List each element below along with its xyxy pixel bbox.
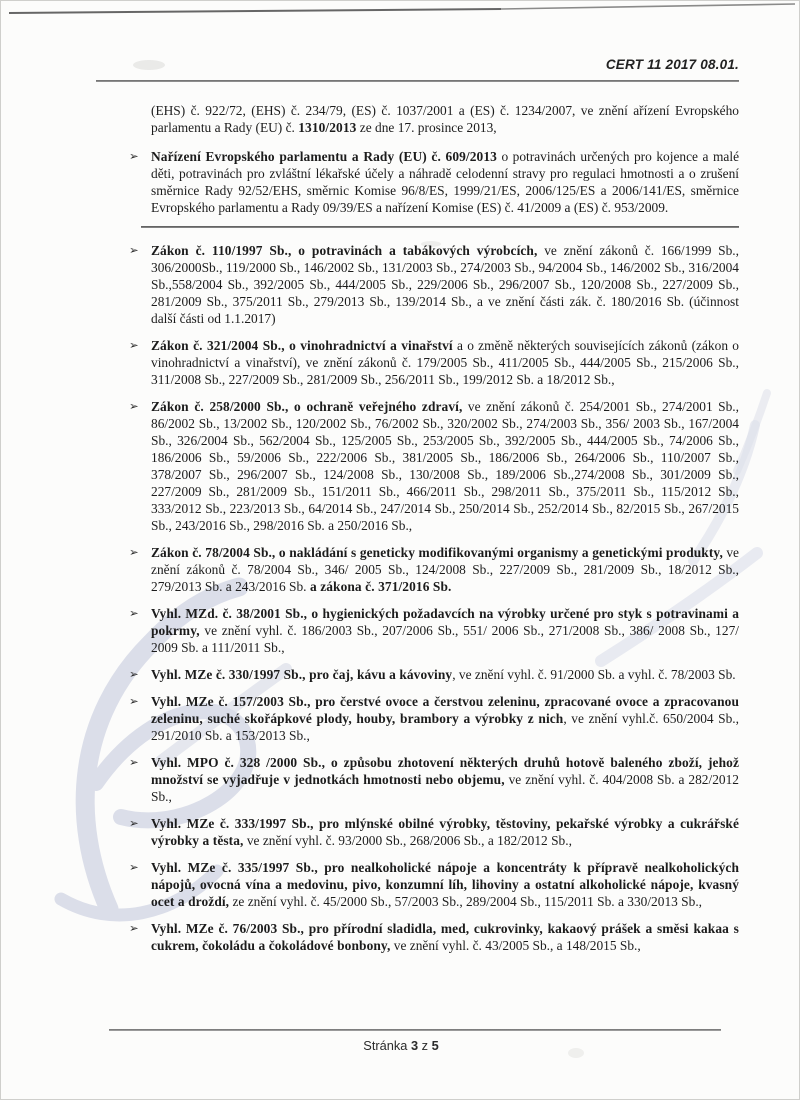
bullet-arrow-icon: ➢ (129, 667, 139, 681)
item-text-segment: (EHS) č. 922/72, (EHS) č. 234/79, (ES) č. 1037/2001 a (ES) č. 1234/2007, ve znění ařízení Evropského parlamentu a Rady (EU) č. (151, 103, 739, 135)
bullet-arrow-icon: ➢ (129, 921, 139, 935)
bullet-arrow-icon: ➢ (129, 545, 139, 559)
item-text-segment: Vyhl. MZd. č. 38/2001 Sb., o hygienických požadavcích na výrobky určené pro styk s potravinami a pokrmy, (151, 606, 739, 638)
section-separator (141, 226, 739, 228)
list-item (129, 544, 739, 595)
page-number-indicator (1, 1038, 800, 1053)
item-text-segment: Vyhl. MZe č. 330/1997 Sb., pro čaj, kávu a kávoviny (151, 667, 453, 682)
item-text-segment: 1310/2013 (298, 120, 357, 135)
list-item (129, 605, 739, 656)
bullet-arrow-icon: ➢ (129, 149, 139, 163)
list-item (129, 666, 739, 683)
list-item (129, 815, 739, 849)
bullet-arrow-icon: ➢ (129, 816, 139, 830)
item-text-segment: Nařízení Evropského parlamentu a Rady (EU) č. 609/2013 (151, 149, 497, 164)
intro-paragraph (129, 102, 739, 136)
bullet-arrow-icon: ➢ (129, 694, 139, 708)
item-text-segment: Zákon č. 321/2004 Sb., o vinohradnictví a vinařství (151, 338, 453, 353)
bullet-arrow-icon: ➢ (129, 860, 139, 874)
footer-of-word: z (418, 1038, 432, 1053)
list-item (129, 242, 739, 327)
bullet-arrow-icon: ➢ (129, 243, 139, 257)
bullet-arrow-icon: ➢ (129, 399, 139, 413)
footer-current-page: 3 (410, 1038, 419, 1053)
item-text-segment: a zákona č. 371/2016 Sb. (306, 579, 452, 594)
item-text-segment: , ve znění vyhl. č. 91/2000 Sb. a vyhl. č. 78/2003 Sb. (452, 667, 736, 682)
list-item (129, 148, 739, 216)
item-text-segment: Vyhl. MZe č. 157/2003 Sb., pro čerstvé ovoce a čerstvou zeleninu, zpracované ovoce a zpracovanou zeleninu, suché skořápkové plody, houby, brambory a výrobky z nich (151, 694, 739, 726)
item-text-segment: ve znění zákonů č. 254/2001 Sb., 274/2001 Sb., 86/2002 Sb., 13/2002 Sb., 120/2002 Sb., 76/2002 Sb., 320/2002 Sb., 274/2003 Sb., 356/ 2003 Sb., 167/2004 Sb., 326/2004 Sb., 562/2004 Sb., 125/2005 Sb., 253/2005 Sb., 392/2005 Sb., 444/2005 Sb., 74/2006 Sb., 186/2006 Sb., 59/2006 Sb., 222/2006 Sb., 381/2005 Sb., 186/2006 Sb., 264/2006 Sb., 110/2007 Sb., 378/2007 Sb., 296/2007 Sb., 124/2008 Sb., 130/2008 Sb., 189/2006 Sb.,274/2008 Sb., 301/2009 Sb., 227/2009 Sb., 281/2009 Sb., 151/2011 Sb., 466/2011 Sb., 298/2011 Sb., 375/2011 Sb., 115/2012 Sb., 333/2012 Sb., 223/2013 Sb., 64/2014 Sb., 247/2014 Sb., 250/2014 Sb., 252/2014 Sb., 82/2015 Sb., 267/2015 Sb., 243/2016 Sb., 298/2016 Sb. a 250/2016 Sb., (151, 399, 739, 533)
item-text-segment: ve znění zákonů č. 166/1999 Sb., 306/2000Sb., 119/2000 Sb., 146/2002 Sb., 131/2003 Sb., 274/2003 Sb., 94/2004 Sb., 146/2002 Sb., 316/2004 Sb.,558/2004 Sb., 392/2005 Sb., 444/2005 Sb., 229/2006 Sb., 296/2007 Sb., 120/2008 Sb., 227/2009 Sb., 281/2009 Sb., 375/2011 Sb., 279/2013 Sb., 139/2014 Sb., a ve znění části zák. č. 180/2016 Sb. (účinnost další části od 1.1.2017) (151, 243, 739, 326)
item-text-segment: Zákon č. 110/1997 Sb., o potravinách a tabákových výrobcích, (151, 243, 538, 258)
item-text-segment: ze znění vyhl. č. 45/2000 Sb., 57/2003 Sb., 289/2004 Sb., 115/2011 Sb. a 330/2013 Sb., (229, 894, 703, 909)
footer-page-label: Stránka (363, 1038, 411, 1053)
list-item (129, 398, 739, 534)
footer-total-pages: 5 (431, 1038, 439, 1053)
list-item (129, 920, 739, 954)
list-item (129, 754, 739, 805)
item-text-segment: Zákon č. 258/2000 Sb., o ochraně veřejného zdraví, (151, 399, 463, 414)
bullet-arrow-icon: ➢ (129, 606, 139, 620)
item-text-segment: o potravinách určených pro kojence a malé děti, potravinách pro zvláštní lékařské účely a náhradě celodenní stravy pro regulaci hmotnosti a o zrušení směrnice Rady 92/52/EHS, směrnic Komise 96/8/ES, 1999/21/ES, 2006/125/ES a 2006/141/ES, směrnice Evropského parlamentu a Rady 09/39/ES a nařízení Komise (ES) č. 41/2009 a (ES) č. 953/2009. (151, 149, 739, 215)
item-text-segment: Vyhl. MPO č. 328 /2000 Sb., o způsobu zhotovení některých druhů hotově baleného zboží, jehož množství se vyjadřuje v jednotkách hmotnosti nebo objemu, (151, 755, 739, 787)
item-text-segment: ze dne 17. prosince 2013, (356, 120, 497, 135)
document-body (129, 102, 739, 1028)
item-text-segment: a o změně některých souvisejících zákonů (zákon o vinohradnictví a vinařství), ve znění zákonů č. 179/2005 Sb., 411/2005 Sb., 444/2005 Sb., 215/2006 Sb., 311/2008 Sb., 227/2009 Sb., 281/2009 Sb., 256/2011 Sb., 199/2012 Sb. a 18/2012 Sb., (151, 338, 739, 387)
header-rule (96, 80, 739, 82)
item-text-segment: ve znění vyhl. č. 186/2003 Sb., 207/2006 Sb., 551/ 2006 Sb., 271/2008 Sb., 386/ 2008 Sb., 127/ 2009 Sb. a 111/2011 Sb., (151, 623, 739, 655)
list-item (129, 337, 739, 388)
item-text-segment: , ve znění vyhl.č. 650/2004 Sb., 291/2010 Sb. a 153/2013 Sb., (151, 711, 739, 743)
footer-rule (109, 1029, 721, 1031)
list-item (129, 693, 739, 744)
item-text-segment: Vyhl. MZe č. 333/1997 Sb., pro mlýnské obilné výrobky, těstoviny, pekařské výrobky a cukrářské výrobky a těsta, (151, 816, 739, 848)
item-text-segment: Vyhl. MZe č. 76/2003 Sb., pro přírodní sladidla, med, cukrovinky, kakaový prášek a směsi kakaa s cukrem, čokoládu a čokoládové bonbony, (151, 921, 739, 953)
item-text-segment: Vyhl. MZe č. 335/1997 Sb., pro nealkoholické nápoje a koncentráty k přípravě nealkoholických nápojů, ovocná vína a medovinu, pivo, konzumní líh, lihoviny a ostatní alkoholické nápoje, kvasný ocet a droždí, (151, 860, 739, 909)
item-text-segment: ve znění vyhl. č. 93/2000 Sb., 268/2006 Sb., a 182/2012 Sb., (243, 833, 572, 848)
item-text-segment: ve znění zákonů č. 78/2004 Sb., 346/ 2005 Sb., 124/2008 Sb., 227/2009 Sb., 281/2009 Sb., 18/2012 Sb., 279/2013 Sb. a 243/2016 Sb. (151, 545, 739, 594)
header-doc-code: CERT 11 2017 08.01. (605, 57, 739, 72)
bullet-arrow-icon: ➢ (129, 338, 139, 352)
item-text-segment: ve znění vyhl. č. 43/2005 Sb., a 148/2015 Sb., (390, 938, 641, 953)
bullet-arrow-icon: ➢ (129, 755, 139, 769)
item-text-segment: ve znění vyhl. č. 404/2008 Sb. a 282/2012 Sb., (151, 772, 739, 804)
list-item (129, 859, 739, 910)
item-text-segment: Zákon č. 78/2004 Sb., o nakládání s geneticky modifikovanými organismy a genetickými produkty, (151, 545, 723, 560)
